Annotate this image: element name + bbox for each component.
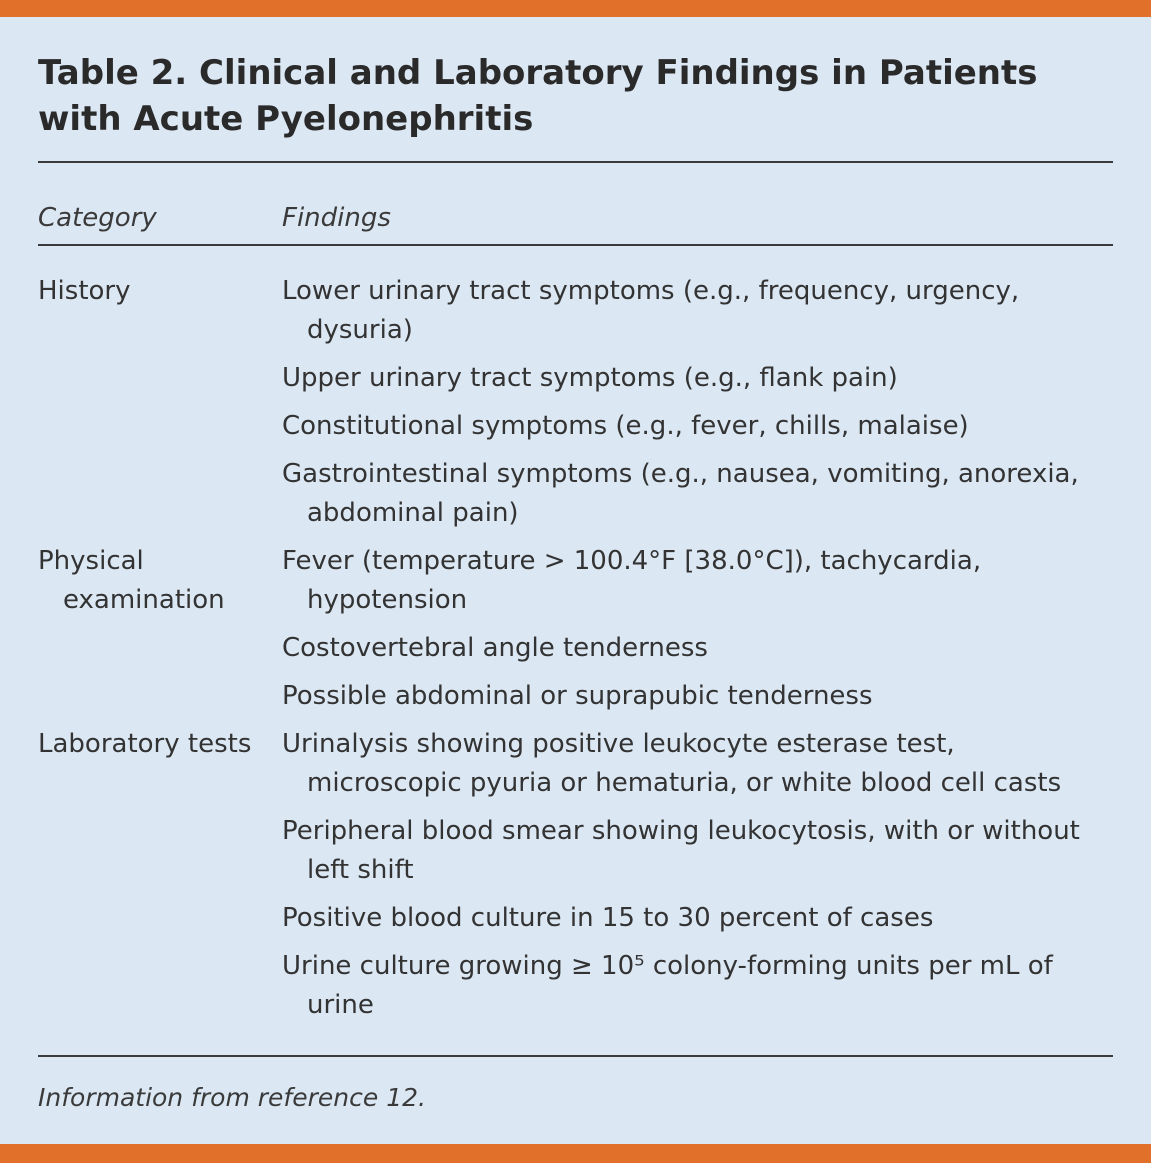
- rule-top: [38, 161, 1113, 163]
- finding-item: Positive blood culture in 15 to 30 percent of cases: [282, 903, 934, 933]
- category-cell: Physical examination: [38, 546, 225, 615]
- table-body: [38, 272, 1113, 1034]
- bottom-accent-bar: [0, 1144, 1151, 1163]
- finding-item: Fever (temperature > 100.4°F [38.0°C]), tachycardia, hypotension: [282, 546, 982, 615]
- table-row: [38, 725, 1113, 1034]
- findings-cell: [282, 542, 1113, 725]
- findings-cell: [282, 272, 1113, 542]
- finding-item: Constitutional symptoms (e.g., fever, chills, malaise): [282, 411, 969, 441]
- table-footnote: Information from reference 12.: [38, 1083, 426, 1112]
- finding-item: Peripheral blood smear showing leukocytosis, with or without left shift: [282, 816, 1080, 885]
- category-cell: Laboratory tests: [38, 729, 252, 759]
- finding-item: Urinalysis showing positive leukocyte esterase test, microscopic pyuria or hematuria, or white blood cell casts: [282, 729, 1062, 798]
- rule-header: [38, 244, 1113, 246]
- table-row: [38, 542, 1113, 725]
- table-title: Table 2. Clinical and Laboratory Findings in Patients with Acute Pyelonephritis: [38, 53, 1038, 139]
- finding-item: Urine culture growing ≥ 10⁵ colony-forming units per mL of urine: [282, 951, 1053, 1020]
- column-header-category: Category: [38, 203, 157, 233]
- finding-item: Costovertebral angle tenderness: [282, 633, 708, 663]
- category-cell: History: [38, 276, 131, 306]
- finding-item: Upper urinary tract symptoms (e.g., flank pain): [282, 363, 898, 393]
- finding-item: Lower urinary tract symptoms (e.g., frequency, urgency, dysuria): [282, 276, 1020, 345]
- table-row: [38, 272, 1113, 542]
- finding-item: Possible abdominal or suprapubic tenderness: [282, 681, 873, 711]
- findings-cell: [282, 725, 1113, 1034]
- finding-item: Gastrointestinal symptoms (e.g., nausea, vomiting, anorexia, abdominal pain): [282, 459, 1079, 528]
- column-header-findings: Findings: [282, 203, 391, 233]
- top-accent-bar: [0, 0, 1151, 17]
- rule-bottom: [38, 1055, 1113, 1057]
